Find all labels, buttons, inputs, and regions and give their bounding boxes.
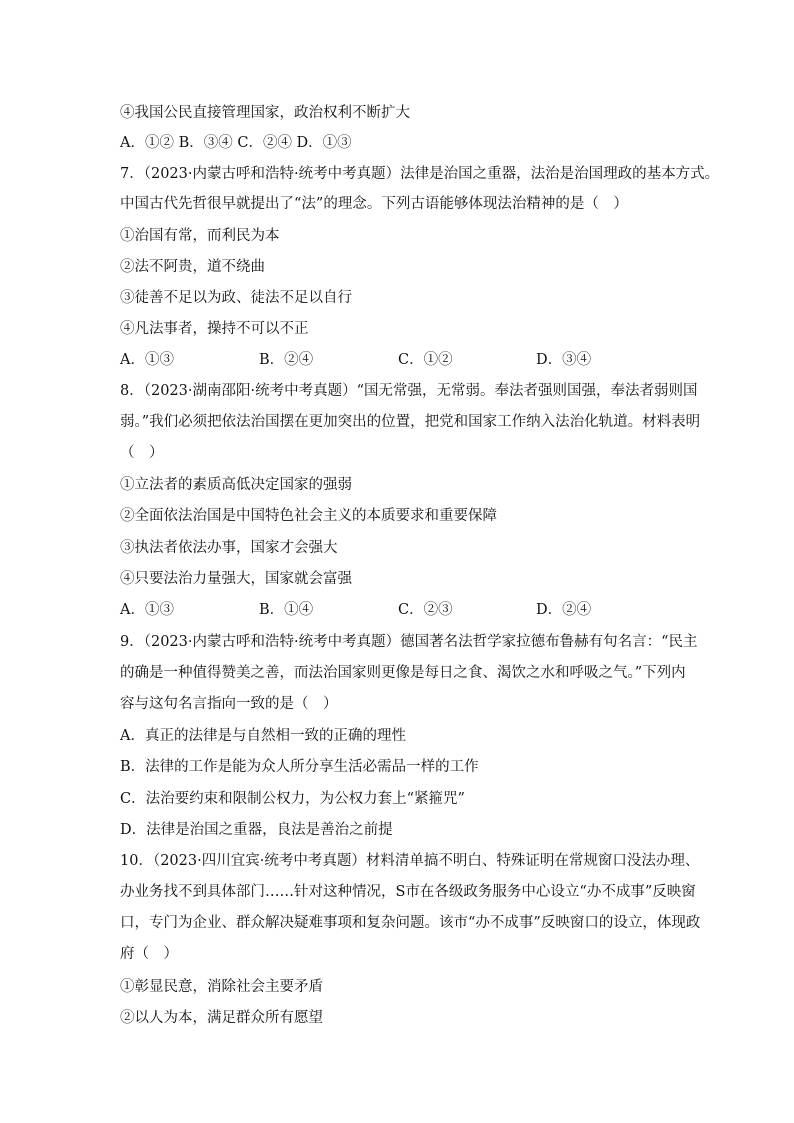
q10-stem-line-1: 10．（2023·四川宜宾·统考中考真题）材料清单搞不明白、特殊证明在常规窗口没法办理、	[120, 853, 700, 869]
q7-option-b: B．②④	[259, 352, 314, 368]
q8-option-d: D．②④	[536, 602, 592, 618]
q8-options	[120, 600, 680, 620]
q7-options	[120, 350, 680, 370]
q7-stem-line-1: 7．（2023·内蒙古呼和浩特·统考中考真题）法律是治国之重器，法治是治国理政的基本方式。	[120, 166, 720, 182]
q8-option-c: C．②③	[398, 602, 453, 618]
q9-choice-b: B．法律的工作是能为众人所分享生活必需品一样的工作	[120, 759, 479, 775]
q7-option-a: A．①③	[120, 352, 174, 368]
q10-stem-line-3: 口，专门为企业、群众解决疑难事项和复杂问题。该市“办不成事”反映窗口的设立，体现政	[120, 915, 701, 931]
q7-statement-1: ①治国有常，而利民为本	[120, 228, 280, 244]
q6-options: A．①② B．③④ C．②④ D．①③	[120, 135, 352, 151]
q7-statement-4: ④凡法事者，操持不可以不正	[120, 321, 309, 337]
q7-option-d: D．③④	[536, 352, 592, 368]
q10-stem-line-4: 府（ ）	[120, 946, 178, 962]
q10-stem-line-2: 办业务找不到具体部门……针对这种情况，S市在各级政务服务中心设立“办不成事”反映窗	[120, 884, 696, 900]
q8-stem-line-2: 弱。”我们必须把依法治国摆在更加突出的位置，把党和国家工作纳入法治化轨道。材料表明	[120, 414, 701, 430]
q9-choice-d: D．法律是治国之重器，良法是善治之前提	[120, 822, 393, 838]
q9-stem-line-3: 容与这句名言指向一致的是（ ）	[120, 696, 338, 712]
q9-choice-a: A．真正的法律是与自然相一致的正确的理性	[120, 728, 406, 744]
q8-option-b: B．①④	[259, 602, 314, 618]
q8-statement-4: ④只要法治力量强大，国家就会富强	[120, 571, 352, 587]
q10-statement-2: ②以人为本，满足群众所有愿望	[120, 1010, 323, 1026]
q9-stem-line-2: 的确是一种值得赞美之善，而法治国家则更像是每日之食、渴饮之水和呼吸之气。”下列内	[120, 665, 686, 681]
q8-statement-3: ③执法者依法办事，国家才会强大	[120, 540, 338, 556]
q7-statement-3: ③徒善不足以为政、徒法不足以自行	[120, 290, 352, 306]
q8-option-a: A．①③	[120, 602, 174, 618]
q8-stem-line-1: 8．（2023·湖南邵阳·统考中考真题）“国无常强，无常弱。奉法者强则国强，奉法者弱则国	[120, 383, 698, 399]
q6-statement-4: ④我国公民直接管理国家，政治权利不断扩大	[120, 105, 410, 121]
q9-choice-c: C．法治要约束和限制公权力，为公权力套上“紧箍咒”	[120, 791, 465, 807]
q8-statement-1: ①立法者的素质高低决定国家的强弱	[120, 477, 352, 493]
q8-stem-line-3: （ ）	[120, 445, 164, 461]
q10-statement-1: ①彰显民意，消除社会主要矛盾	[120, 979, 323, 995]
q7-option-c: C．①②	[398, 352, 453, 368]
q8-statement-2: ②全面依法治国是中国特色社会主义的本质要求和重要保障	[120, 508, 497, 524]
q7-statement-2: ②法不阿贵，道不绕曲	[120, 259, 265, 275]
q7-stem-line-2: 中国古代先哲很早就提出了“法”的理念。下列古语能够体现法治精神的是（ ）	[120, 196, 628, 212]
q9-stem-line-1: 9．（2023·内蒙古呼和浩特·统考中考真题）德国著名法哲学家拉德布鲁赫有句名言：“民主	[120, 634, 698, 650]
